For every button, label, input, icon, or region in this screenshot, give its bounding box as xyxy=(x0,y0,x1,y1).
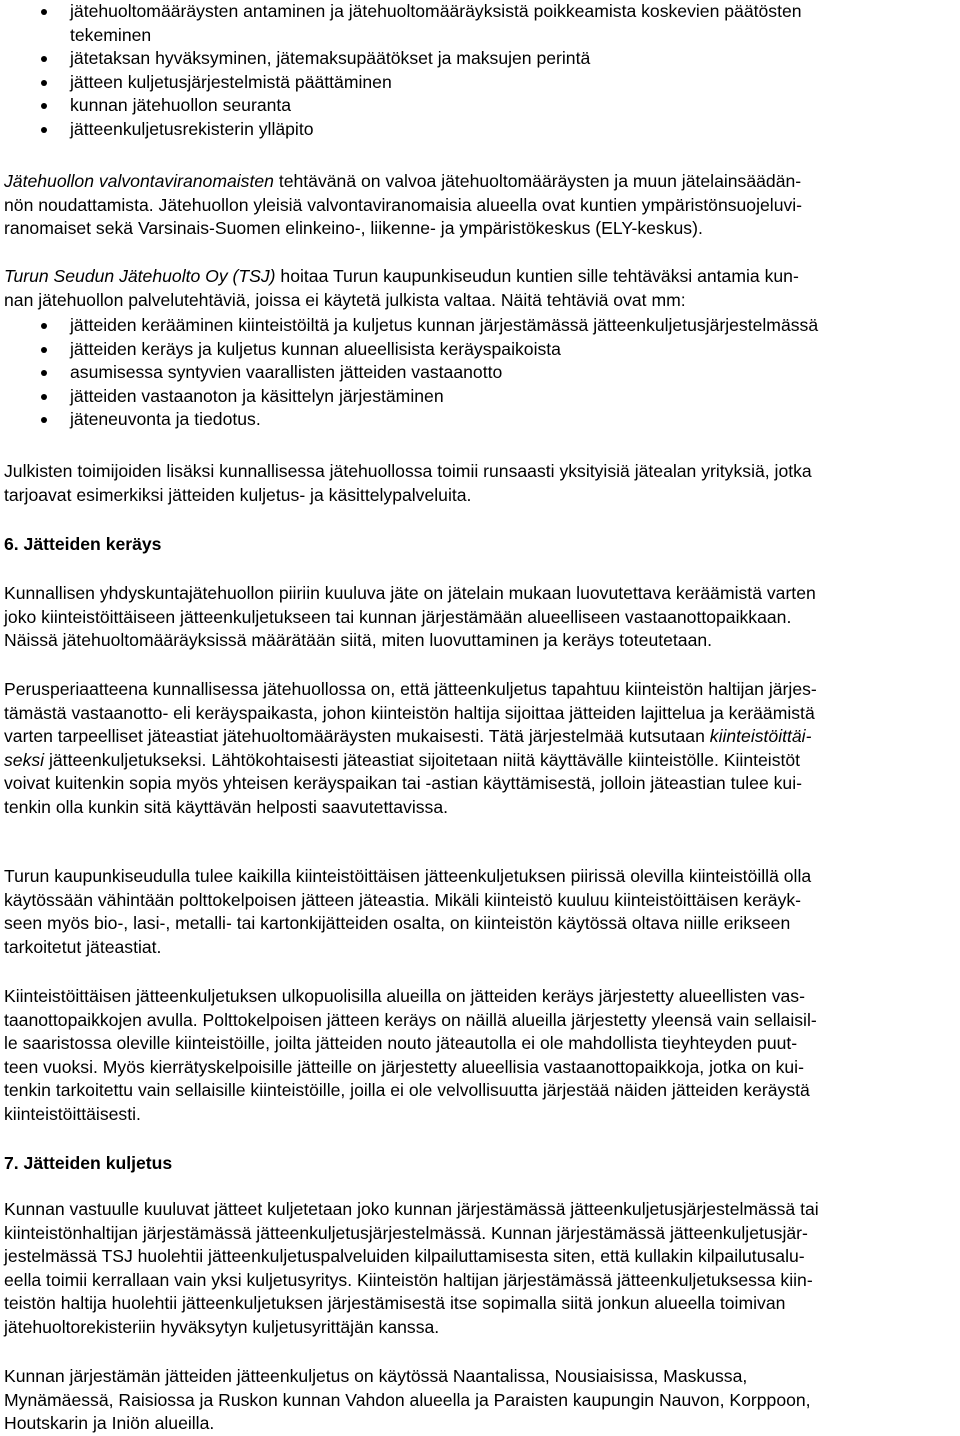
list-item: jätteiden kerääminen kiinteistöiltä ja kuljetus kunnan järjestämässä jätteenkuljetusjärjestelmässä xyxy=(4,314,956,338)
list-item: jäteneuvonta ja tiedotus. xyxy=(4,408,956,432)
list-item: asumisessa syntyvien vaarallisten jätteiden vastaanotto xyxy=(4,361,956,385)
paragraph-regional-points: Kiinteistöittäisen jätteenkuljetuksen ulkopuolisilla alueilla on jätteiden keräys järjestetty alueellisten vas- taanottopaikkojen avulla. Polttokelpoisen jätteen keräys on näillä alueilla järjestetty yleensä vain sellaisil- le saaristossa oleville kiinteistöille, joilta jätteiden nouto jäteautolla ei ole mahdollista tieyhteyden puut- teen vuoksi. Myös kierrätyskelpoisille jätteille on järjestetty alueellisia vastaanottopaikkoja, jotka on kui- tenkin tarkoitettu vain sellaisille kiinteistöille, joilla ei ole velvollisuutta järjestää näiden jätteiden keräystä kiinteistöittäisesti. xyxy=(4,986,817,1124)
paragraph-supervision: Jätehuollon valvontaviranomaisten tehtävänä on valvoa jätehuoltomääräysten ja muun jätelainsäädän- nön noudattamista. Jätehuollon yleisiä valvontaviranomaisia alueella ovat kuntien ympäristönsuojeluvi- ranomaiset sekä Varsinais-Suomen elinkeino-, liikenne- ja ympäristökeskus (ELY-keskus). xyxy=(4,171,803,239)
responsibilities-list xyxy=(4,0,956,142)
paragraph-collection-intro: Kunnallisen yhdyskuntajätehuollon piiriin kuuluva jäte on jätelain mukaan luovutettava keräämistä varten joko kiinteistöittäiseen jätteenkuljetukseen tai kunnan järjestämään alueelliseen vastaanottopaikkaan. Näissä jätehuoltomääräyksissä määrätään siitä, miten luovuttaminen ja keräys toteutetaan. xyxy=(4,583,816,651)
list-item: kunnan jätehuollon seuranta xyxy=(4,94,956,118)
paragraph-transport: Kunnan vastuulle kuuluvat jätteet kuljetetaan joko kunnan järjestämässä jätteenkuljetusjärjestelmässä tai kiinteistönhaltijan järjestämässä jätteenkuljetusjärjestelmässä. Kunnan järjestämässä jätteenkuljetusjär- jestelmässä TSJ huolehtii jätteenkuljetuspalveluiden kilpailuttamisesta siten, että kullakin kilpailutusalu- eella toimii kerrallaan vain yksi kuljetusyritys. Kiinteistön haltijan järjestämässä jätteenkuljetuksessa kiin- teistön haltija huolehtii jätteenkuljetuksen järjestämisestä itse sopimalla siitä jonkun alueella toimivan jätehuoltorekisteriin hyväksytyn kuljetusyrittäjän kanssa. xyxy=(4,1199,819,1337)
paragraph-private-operators: Julkisten toimijoiden lisäksi kunnallisessa jätehuollossa toimii runsaasti yksityisiä jätealan yrityksiä, jotka tarjoavat esimerkiksi jätteiden kuljetus- ja käsittelypalveluita. xyxy=(4,461,812,505)
list-item: jätteiden vastaanoton ja käsittelyn järjestäminen xyxy=(4,385,956,409)
list-item: jätteen kuljetusjärjestelmistä päättäminen xyxy=(4,71,956,95)
paragraph-turku-region: Turun kaupunkiseudulla tulee kaikilla kiinteistöittäisen jätteenkuljetuksen piirissä olevilla kiinteistöillä olla käytössään vähintään polttokelpoisen jätteen jäteastia. Mikäli kiinteistö kuuluu kiinteistöittäisen keräyk- seen myös bio-, lasi-, metalli- tai kartonkijätteiden osalta, on kiinteistön käytössä oltava niille erikseen tarkoitetut jäteastiat. xyxy=(4,866,812,957)
section-heading-6: 6. Jätteiden keräys xyxy=(4,534,162,554)
list-item: jätetaksan hyväksyminen, jätemaksupäätökset ja maksujen perintä xyxy=(4,47,956,71)
list-item: jätteenkuljetusrekisterin ylläpito xyxy=(4,118,956,142)
tasks-list xyxy=(4,314,956,432)
paragraph-tsj: Turun Seudun Jätehuolto Oy (TSJ) hoitaa Turun kaupunkiseudun kuntien sille tehtäväksi antamia kun- nan jätehuollon palvelutehtäviä, joissa ei käytetä julkista valtaa. Näitä tehtäviä ovat mm: xyxy=(4,266,799,310)
list-item: jätehuoltomääräysten antaminen ja jätehuoltomääräyksistä poikkeamista koskevien päätösten tekeminen xyxy=(4,0,956,47)
list-item: jätteiden keräys ja kuljetus kunnan alueellisista keräyspaikoista xyxy=(4,338,956,362)
paragraph-principle: Perusperiaatteena kunnallisessa jätehuollossa on, että jätteenkuljetus tapahtuu kiinteistön haltijan järjes- tämästä vastaanotto- eli keräyspaikasta, johon kiinteistön haltija sijoittaa jätteiden lajittelua ja keräämistä varten tarpeelliset jäteastiat jätehuoltomääräysten mukaisesti. Tätä järjestelmää kutsutaan kiinteistöittäi- seksi jätteenkuljetukseksi. Lähtökohtaisesti jäteastiat sijoitetaan niitä käyttävälle kiinteistölle. Kiinteistöt voivat kuitenkin sopia myös yhteisen keräyspaikan tai -astian käyttämisestä, jolloin jäteastian tulee kui- tenkin olla kunkin sitä käyttävän helposti saavutettavissa. xyxy=(4,679,817,817)
section-heading-7: 7. Jätteiden kuljetus xyxy=(4,1153,173,1173)
paragraph-municipal-transport-areas: Kunnan järjestämän jätteiden jätteenkuljetus on käytössä Naantalissa, Nousiaisissa, Maskussa, Mynämäessä, Raisiossa ja Ruskon kunnan Vahdon alueella ja Paraisten kaupungin Nauvon, Korppoon, Houtskarin ja Iniön alueilla. xyxy=(4,1366,811,1434)
